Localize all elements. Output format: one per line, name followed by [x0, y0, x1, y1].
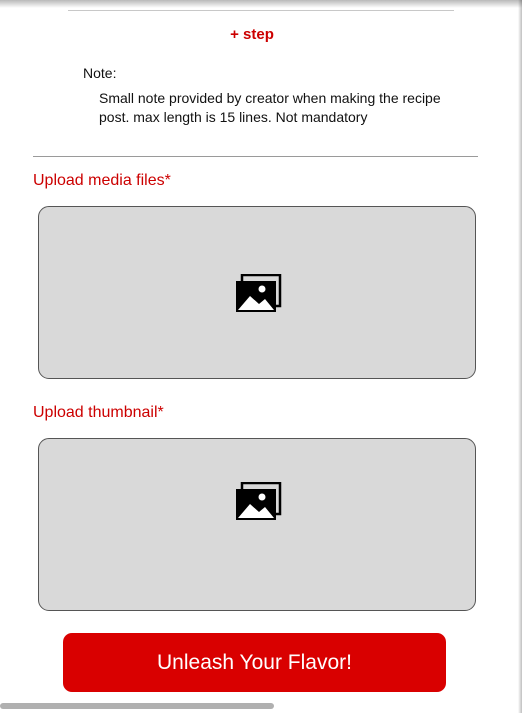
- image-gallery-icon: [235, 274, 283, 314]
- image-gallery-icon: [235, 482, 283, 522]
- upload-thumbnail-dropzone[interactable]: [38, 438, 476, 611]
- submit-recipe-button[interactable]: Unleash Your Flavor!: [63, 633, 446, 692]
- note-text: Small note provided by creator when making the recipe post. max length is 15 lines. Not mandatory: [99, 90, 441, 125]
- add-step-button[interactable]: + step: [0, 26, 504, 43]
- section-divider: [33, 156, 478, 157]
- horizontal-scrollbar[interactable]: [0, 703, 274, 709]
- previous-step-divider: [68, 10, 454, 11]
- top-shadow: [0, 0, 522, 8]
- upload-media-dropzone[interactable]: [38, 206, 476, 379]
- right-edge-shadow: [518, 0, 522, 713]
- upload-thumbnail-label: Upload thumbnail*: [33, 404, 164, 421]
- note-label: Note:: [83, 65, 117, 81]
- upload-media-label: Upload media files*: [33, 172, 171, 189]
